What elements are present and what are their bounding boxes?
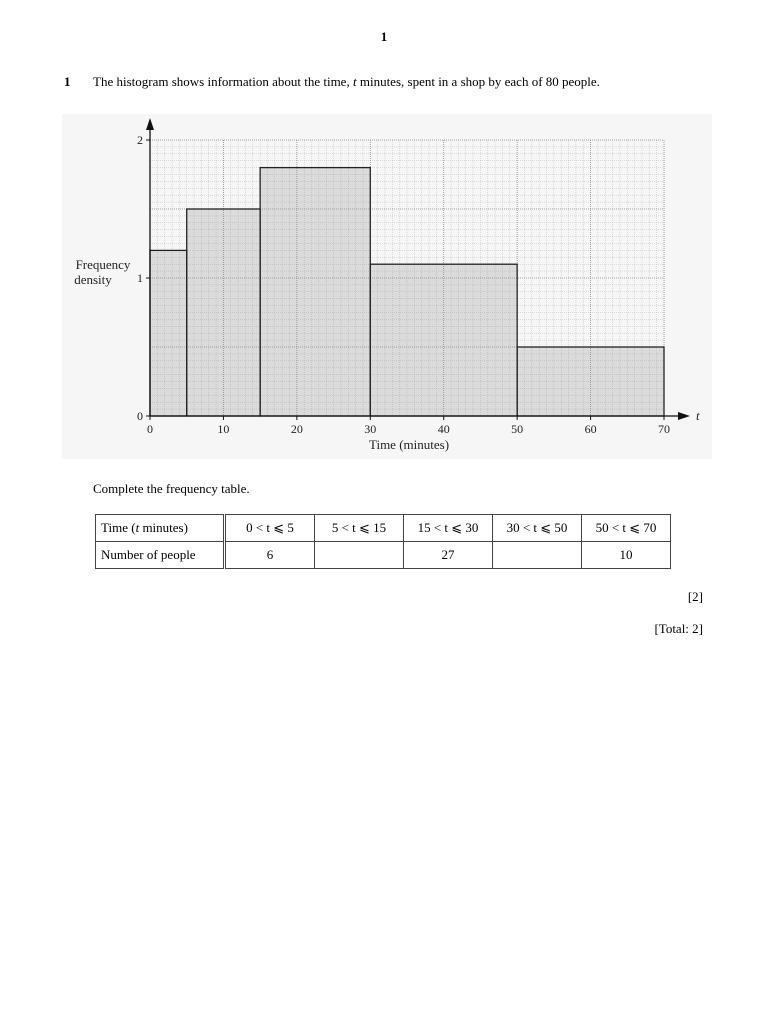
question-number: 1 (64, 74, 71, 89)
people-cell-blank[interactable] (493, 542, 582, 569)
interval-cell: 15 < t ⩽ 30 (404, 515, 493, 542)
interval-cell: 5 < t ⩽ 15 (315, 515, 404, 542)
table-row-time (96, 515, 671, 542)
x-axis-label: Time (minutes) (368, 437, 450, 452)
x-tick-label: 20 (290, 422, 303, 436)
interval-cell: 30 < t ⩽ 50 (493, 515, 582, 542)
x-tick-label: 30 (364, 422, 377, 436)
people-cell[interactable]: 27 (404, 542, 493, 569)
x-tick-label: 40 (437, 422, 450, 436)
marks-label: [2] (687, 589, 703, 604)
histogram-bar (517, 347, 664, 416)
y-axis-label-line1: Frequency (75, 257, 131, 272)
interval-cell: 0 < t ⩽ 5 (225, 515, 315, 542)
x-tick-label: 50 (511, 422, 524, 436)
people-cell[interactable]: 6 (225, 542, 315, 569)
histogram-chart (62, 114, 712, 459)
y-tick-label: 1 (137, 271, 143, 285)
x-axis-symbol: t (696, 408, 700, 423)
histogram-bar (150, 250, 187, 416)
y-tick-label: 0 (137, 409, 143, 423)
people-cell[interactable]: 10 (582, 542, 671, 569)
x-tick-label: 70 (658, 422, 670, 436)
question-variable: t (352, 74, 357, 89)
row-header-people: Number of people (96, 542, 225, 569)
total-marks-label: [Total: 2] (654, 621, 703, 636)
page-number: 1 (380, 29, 388, 44)
histogram-bar (187, 209, 260, 416)
question-text-end: minutes, spent in a shop by each of 80 people. (356, 74, 600, 89)
histogram-bar (260, 168, 370, 416)
x-tick-label: 60 (584, 422, 597, 436)
row-header-time-start: Time ( (101, 520, 136, 535)
row-header-time-end: minutes) (139, 520, 188, 535)
y-tick-label: 2 (137, 133, 143, 147)
frequency-table (95, 514, 671, 569)
table-row-people (96, 542, 671, 569)
row-header-time (96, 515, 225, 542)
histogram-bar (370, 264, 517, 416)
x-tick-label: 0 (147, 422, 153, 436)
people-cell-blank[interactable] (315, 542, 404, 569)
instruction-text: Complete the frequency table. (93, 481, 250, 496)
question-text-start: The histogram shows information about the time, (93, 74, 353, 89)
interval-cell: 50 < t ⩽ 70 (582, 515, 671, 542)
x-tick-label: 10 (217, 422, 230, 436)
row-header-time-var: t (135, 520, 140, 535)
question-text (93, 74, 600, 90)
y-axis-label-line2: density (74, 272, 112, 287)
